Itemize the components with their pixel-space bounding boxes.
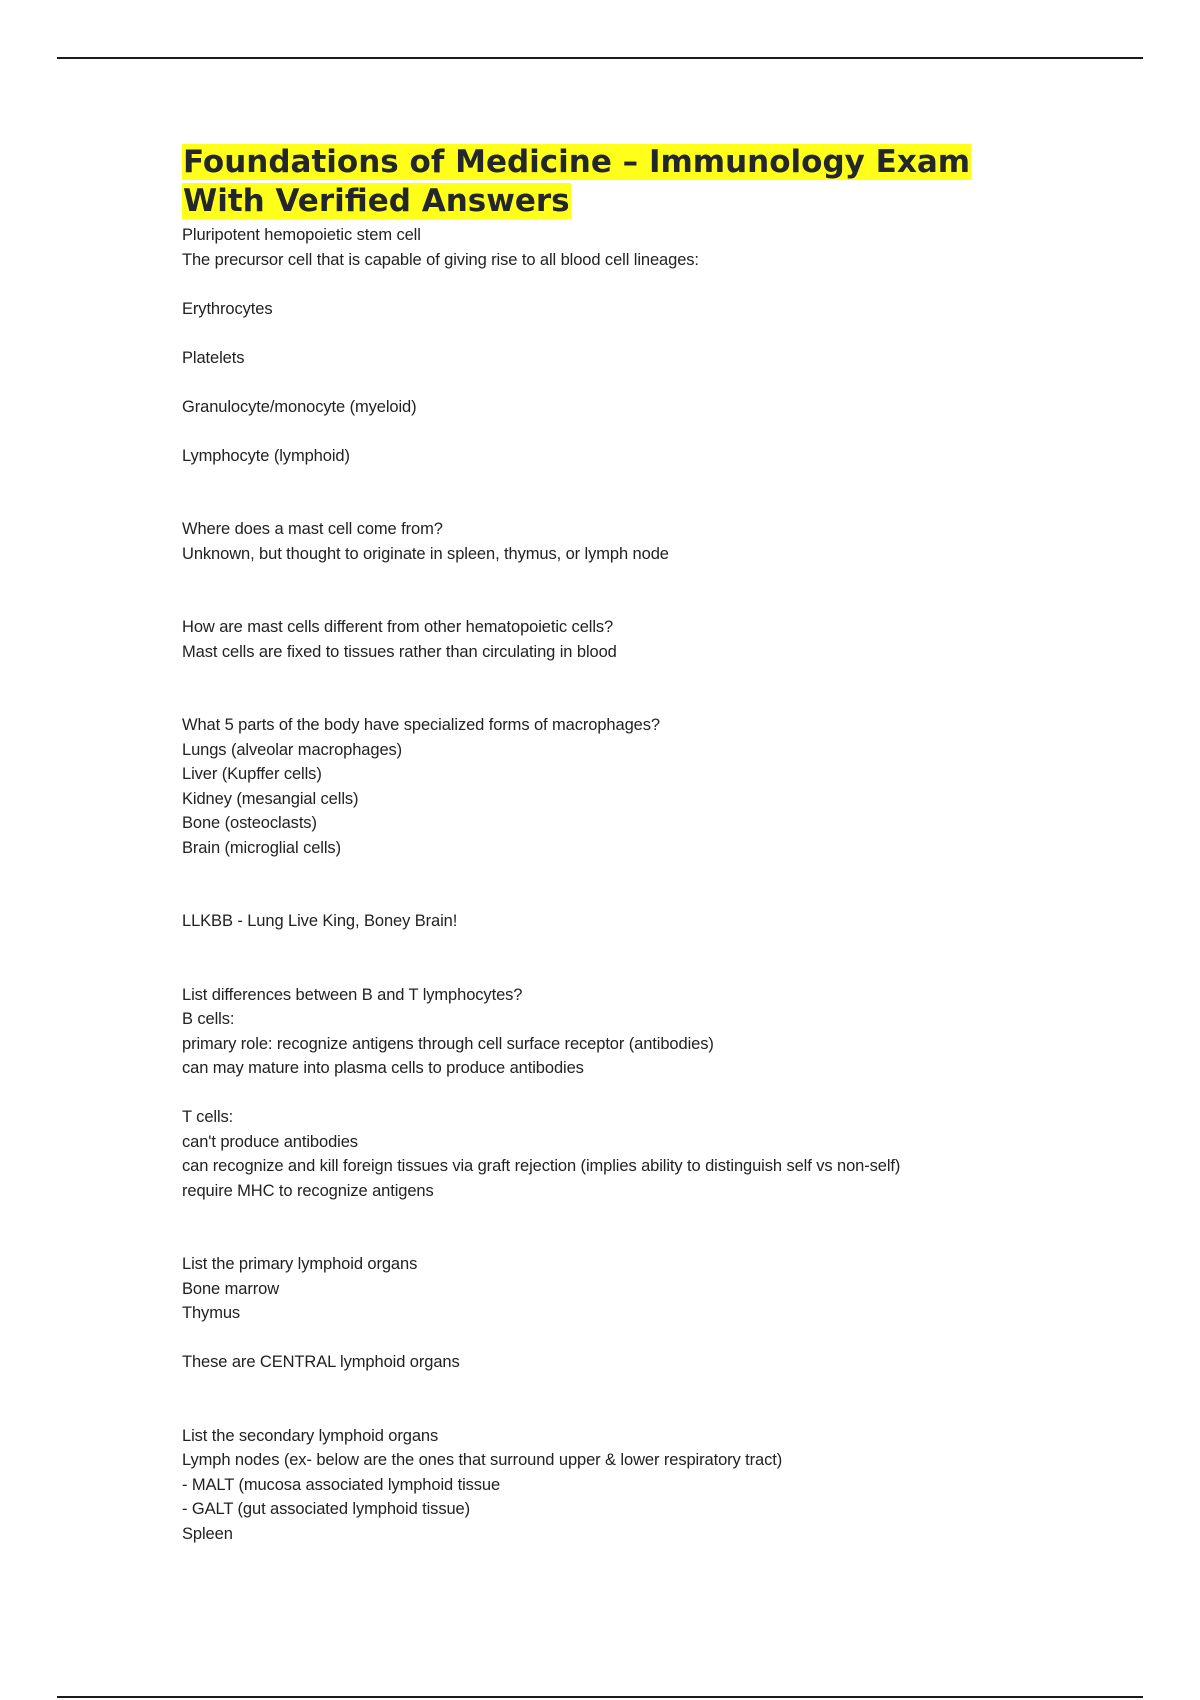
text-line: Erythrocytes	[182, 299, 273, 318]
blank-line	[182, 272, 1082, 297]
blank-line	[182, 885, 1082, 910]
blank-line	[182, 1399, 1082, 1424]
text-line: can't produce antibodies	[182, 1132, 358, 1151]
text-line: Spleen	[182, 1524, 233, 1543]
text-line: Lymphocyte (lymphoid)	[182, 446, 350, 465]
text-line: can may mature into plasma cells to produce antibodies	[182, 1059, 584, 1077]
text-line: Pluripotent hemopoietic stem cell	[182, 226, 421, 244]
blank-line	[182, 1326, 1082, 1351]
text-line: Granulocyte/monocyte (myeloid)	[182, 397, 417, 416]
document-body	[182, 143, 1082, 1546]
blank-line	[182, 591, 1082, 616]
blank-line	[182, 1228, 1082, 1253]
blank-line	[182, 1203, 1082, 1228]
bottom-rule	[57, 1696, 1143, 1698]
text-line: Where does a mast cell come from?	[182, 520, 443, 538]
blank-line	[182, 419, 1082, 444]
text-line: List the secondary lymphoid organs	[182, 1426, 439, 1445]
text-line: The precursor cell that is capable of giving rise to all blood cell lineages:	[182, 250, 699, 269]
text-line: List differences between B and T lymphocytes?	[182, 985, 523, 1004]
text-line: LLKBB - Lung Live King, Boney Brain!	[182, 912, 458, 930]
blank-line	[182, 370, 1082, 395]
text-line: Mast cells are fixed to tissues rather than circulating in blood	[182, 642, 617, 661]
text-line: T cells:	[182, 1108, 234, 1126]
text-line: These are CENTRAL lymphoid organs	[182, 1353, 460, 1371]
text-line: B cells:	[182, 1010, 235, 1028]
document-text	[182, 223, 1082, 1546]
text-line: Lymph nodes (ex- below are the ones that surround upper & lower respiratory tract)	[182, 1451, 783, 1469]
text-line: Lungs (alveolar macrophages)	[182, 740, 403, 759]
blank-line	[182, 664, 1082, 689]
text-line: List the primary lymphoid organs	[182, 1255, 418, 1273]
document-title	[182, 143, 1082, 221]
blank-line	[182, 321, 1082, 346]
text-line: Brain (microglial cells)	[182, 838, 341, 857]
text-line: require MHC to recognize antigens	[182, 1181, 434, 1200]
blank-line	[182, 566, 1082, 591]
top-rule	[57, 57, 1143, 59]
text-line: What 5 parts of the body have specialized forms of macrophages?	[182, 716, 660, 734]
text-line: Liver (Kupffer cells)	[182, 765, 322, 783]
text-line: Kidney (mesangial cells)	[182, 789, 359, 808]
title-line-1: Foundations of Medicine – Immunology Exam	[183, 144, 971, 180]
title-line-2: With Verified Answers	[183, 183, 570, 219]
text-line: Bone (osteoclasts)	[182, 814, 317, 832]
text-line: Unknown, but thought to originate in spleen, thymus, or lymph node	[182, 544, 669, 563]
text-line: Bone marrow	[182, 1279, 280, 1298]
text-line: - GALT (gut associated lymphoid tissue)	[182, 1500, 471, 1518]
blank-line	[182, 934, 1082, 959]
text-line: - MALT (mucosa associated lymphoid tissue	[182, 1475, 501, 1494]
blank-line	[182, 689, 1082, 714]
text-line: can recognize and kill foreign tissues via graft rejection (implies ability to distinguish self vs non-self)	[182, 1157, 901, 1175]
text-line: primary role: recognize antigens through cell surface receptor (antibodies)	[182, 1034, 714, 1053]
blank-line	[182, 493, 1082, 518]
blank-line	[182, 1081, 1082, 1106]
blank-line	[182, 860, 1082, 885]
text-line: Thymus	[182, 1304, 241, 1322]
text-line: How are mast cells different from other hematopoietic cells?	[182, 618, 614, 636]
blank-line	[182, 1375, 1082, 1400]
text-line: Platelets	[182, 348, 245, 367]
blank-line	[182, 468, 1082, 493]
blank-line	[182, 958, 1082, 983]
